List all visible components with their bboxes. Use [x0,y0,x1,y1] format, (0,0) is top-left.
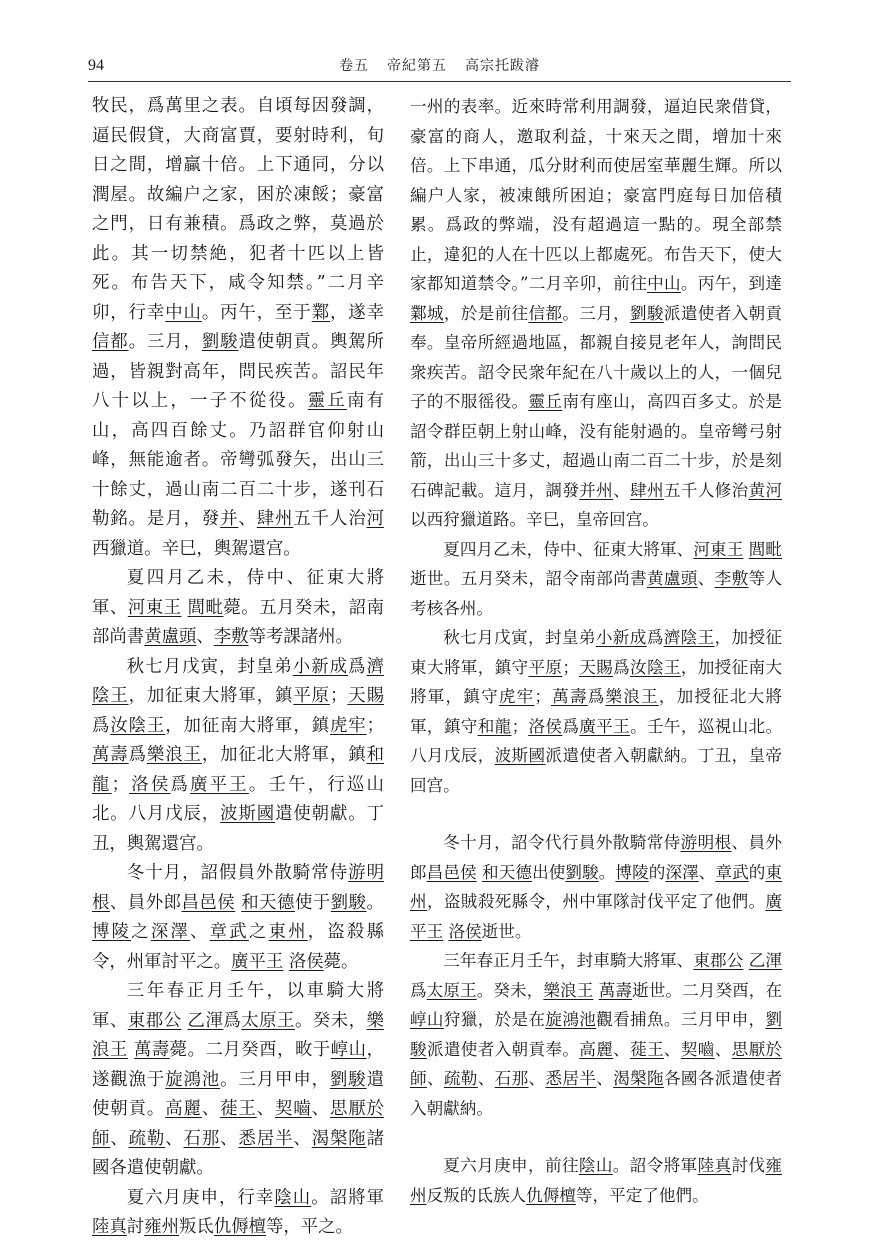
volume-label: 卷五 [339,58,369,74]
chapter-label: 帝紀第五 [387,58,447,74]
page-number: 94 [88,57,104,74]
translation-paragraph: 三年春正月壬午，封車騎大將軍、東郡公 乙渾爲太原王。癸未，樂浪王 萬壽逝世。二月癸酉，在崞山狩獵，於是在旋鴻池觀看捕魚。三月甲申，劉駿派遣使者入朝貢奉。高麗、蓰王、契嚙、思厭於師、疏勒、石那、悉居半、渴槃陁各國各派遣使者入朝獻納。 [410,951,783,1118]
classical-paragraph: 牧民，爲萬里之表。自頃每因發調，逼民假貸，大商富賈，要射時利，旬日之間，增贏十倍。上下通同，分以潤屋。故編户之家，困於凍餒；豪富之門，日有兼積。爲政之弊，莫過於此。其一切禁絶，犯者十匹以上皆死。布告天下，咸令知禁。”二月辛卯，行幸中山。丙午，至于鄴，遂幸信都。三月，劉駿遣使朝貢。輿駕所過，皆親對高年，問民疾苦。詔民年八十以上，一子不從役。靈丘南有山，高四百餘丈。乃詔群官仰射山峰，無能逾者。帝彎弧發矢，出山三十餘丈，過山南二百二十步，遂刊石勒銘。是月，發并、肆州五千人治河西獵道。辛巳，輿駕還宫。 [92,96,384,559]
modern-translation-column [410,92,783,1205]
translation-paragraph: 夏六月庚申，前往陰山。詔令將軍陸真討伐雍州反叛的氐族人仇傉檀等，平定了他們。 [410,1156,783,1205]
classical-paragraph: 秋七月戊寅，封皇弟小新成爲濟陰王，加征東大將軍，鎮平原；天賜爲汝陰王，加征南大將軍，鎮虎牢；萬壽爲樂浪王，加征北大將軍，鎮和龍；洛侯爲廣平王。壬午，行巡山北。八月戊辰，波斯國遣使朝獻。丁丑，輿駕還宫。 [92,656,384,854]
classical-paragraph: 夏六月庚申，行幸陰山。詔將軍陸真討雍州叛氐仇傉檀等，平之。 [92,1187,384,1237]
translation-paragraph: 夏四月乙未，侍中、征東大將軍、河東王 閭毗逝世。五月癸未，詔令南部尚書黄盧頭、李敷等人考核各州。 [410,539,783,618]
translation-paragraph: 冬十月，詔令代行員外散騎常侍游明根、員外郎昌邑侯 和天德出使劉駿。博陵的深澤、章武的東州，盗賊殺死縣令，州中軍隊討伐平定了他們。廣平王 洛侯逝世。 [410,833,783,941]
classical-paragraph: 三年春正月壬午，以車騎大將軍、東郡公 乙渾爲太原王。癸未，樂浪王 萬壽薨。二月癸酉，畋于崞山，遂觀漁于旋鴻池。三月甲申，劉駿遣使朝貢。高麗、蓰王、契嚙、思厭於師、疏勒、石那、悉居半、渴槃陁諸國各遣使朝獻。 [92,981,384,1178]
classical-paragraph: 夏四月乙未，侍中、征東大將軍、河東王 閭毗薨。五月癸未，詔南部尚書黄盧頭、李敷等考課諸州。 [92,568,384,647]
running-head [148,55,731,75]
translation-paragraph: 一州的表率。近來時常利用調發，逼迫民衆借貸，豪富的商人，邀取利益，十來天之間，增加十來倍。上下串通，瓜分財利而使居室華麗生輝。所以編户人家，被凍餓所困迫；豪富門庭每日加倍積累。爲政的弊端，没有超過這一點的。現全部禁止，違犯的人在十匹以上都處死。布告天下，使大家都知道禁令。”二月辛卯，前往中山。丙午，到達鄴城，於是前往信都。三月，劉駿派遣使者入朝貢奉。皇帝所經過地區，都親自接見老年人，詢問民衆疾苦。詔令民衆年紀在八十歲以上的人，一個兒子的不服徭役。靈丘南有座山，高四百多丈。於是詔令群臣朝上射山峰，没有能射過的。皇帝彎弓射箭，出山三十多丈，超過山南二百二十步，於是刻石碑記載。這月，調發并州、肆州五千人修治黄河以西狩獵道路。辛巳，皇帝回宫。 [410,97,783,529]
classical-paragraph: 冬十月，詔假員外散騎常侍游明根、員外郎昌邑侯 和天德使于劉駿。博陵之深澤、章武之東州，盗殺縣令，州軍討平之。廣平王 洛侯薨。 [92,863,384,972]
subject-label: 高宗托跋濬 [465,58,540,74]
translation-paragraph: 秋七月戊寅，封皇弟小新成爲濟陰王，加授征東大將軍，鎮守平原；天賜爲汝陰王，加授征南大將軍，鎮守虎牢；萬壽爲樂浪王，加授征北大將軍，鎮守和龍；洛侯爲廣平王。壬午，巡視山北。八月戊辰，波斯國派遣使者入朝獻納。丁丑，皇帝回宫。 [410,628,783,795]
classical-text-column [92,92,384,1237]
page-header [88,52,791,82]
